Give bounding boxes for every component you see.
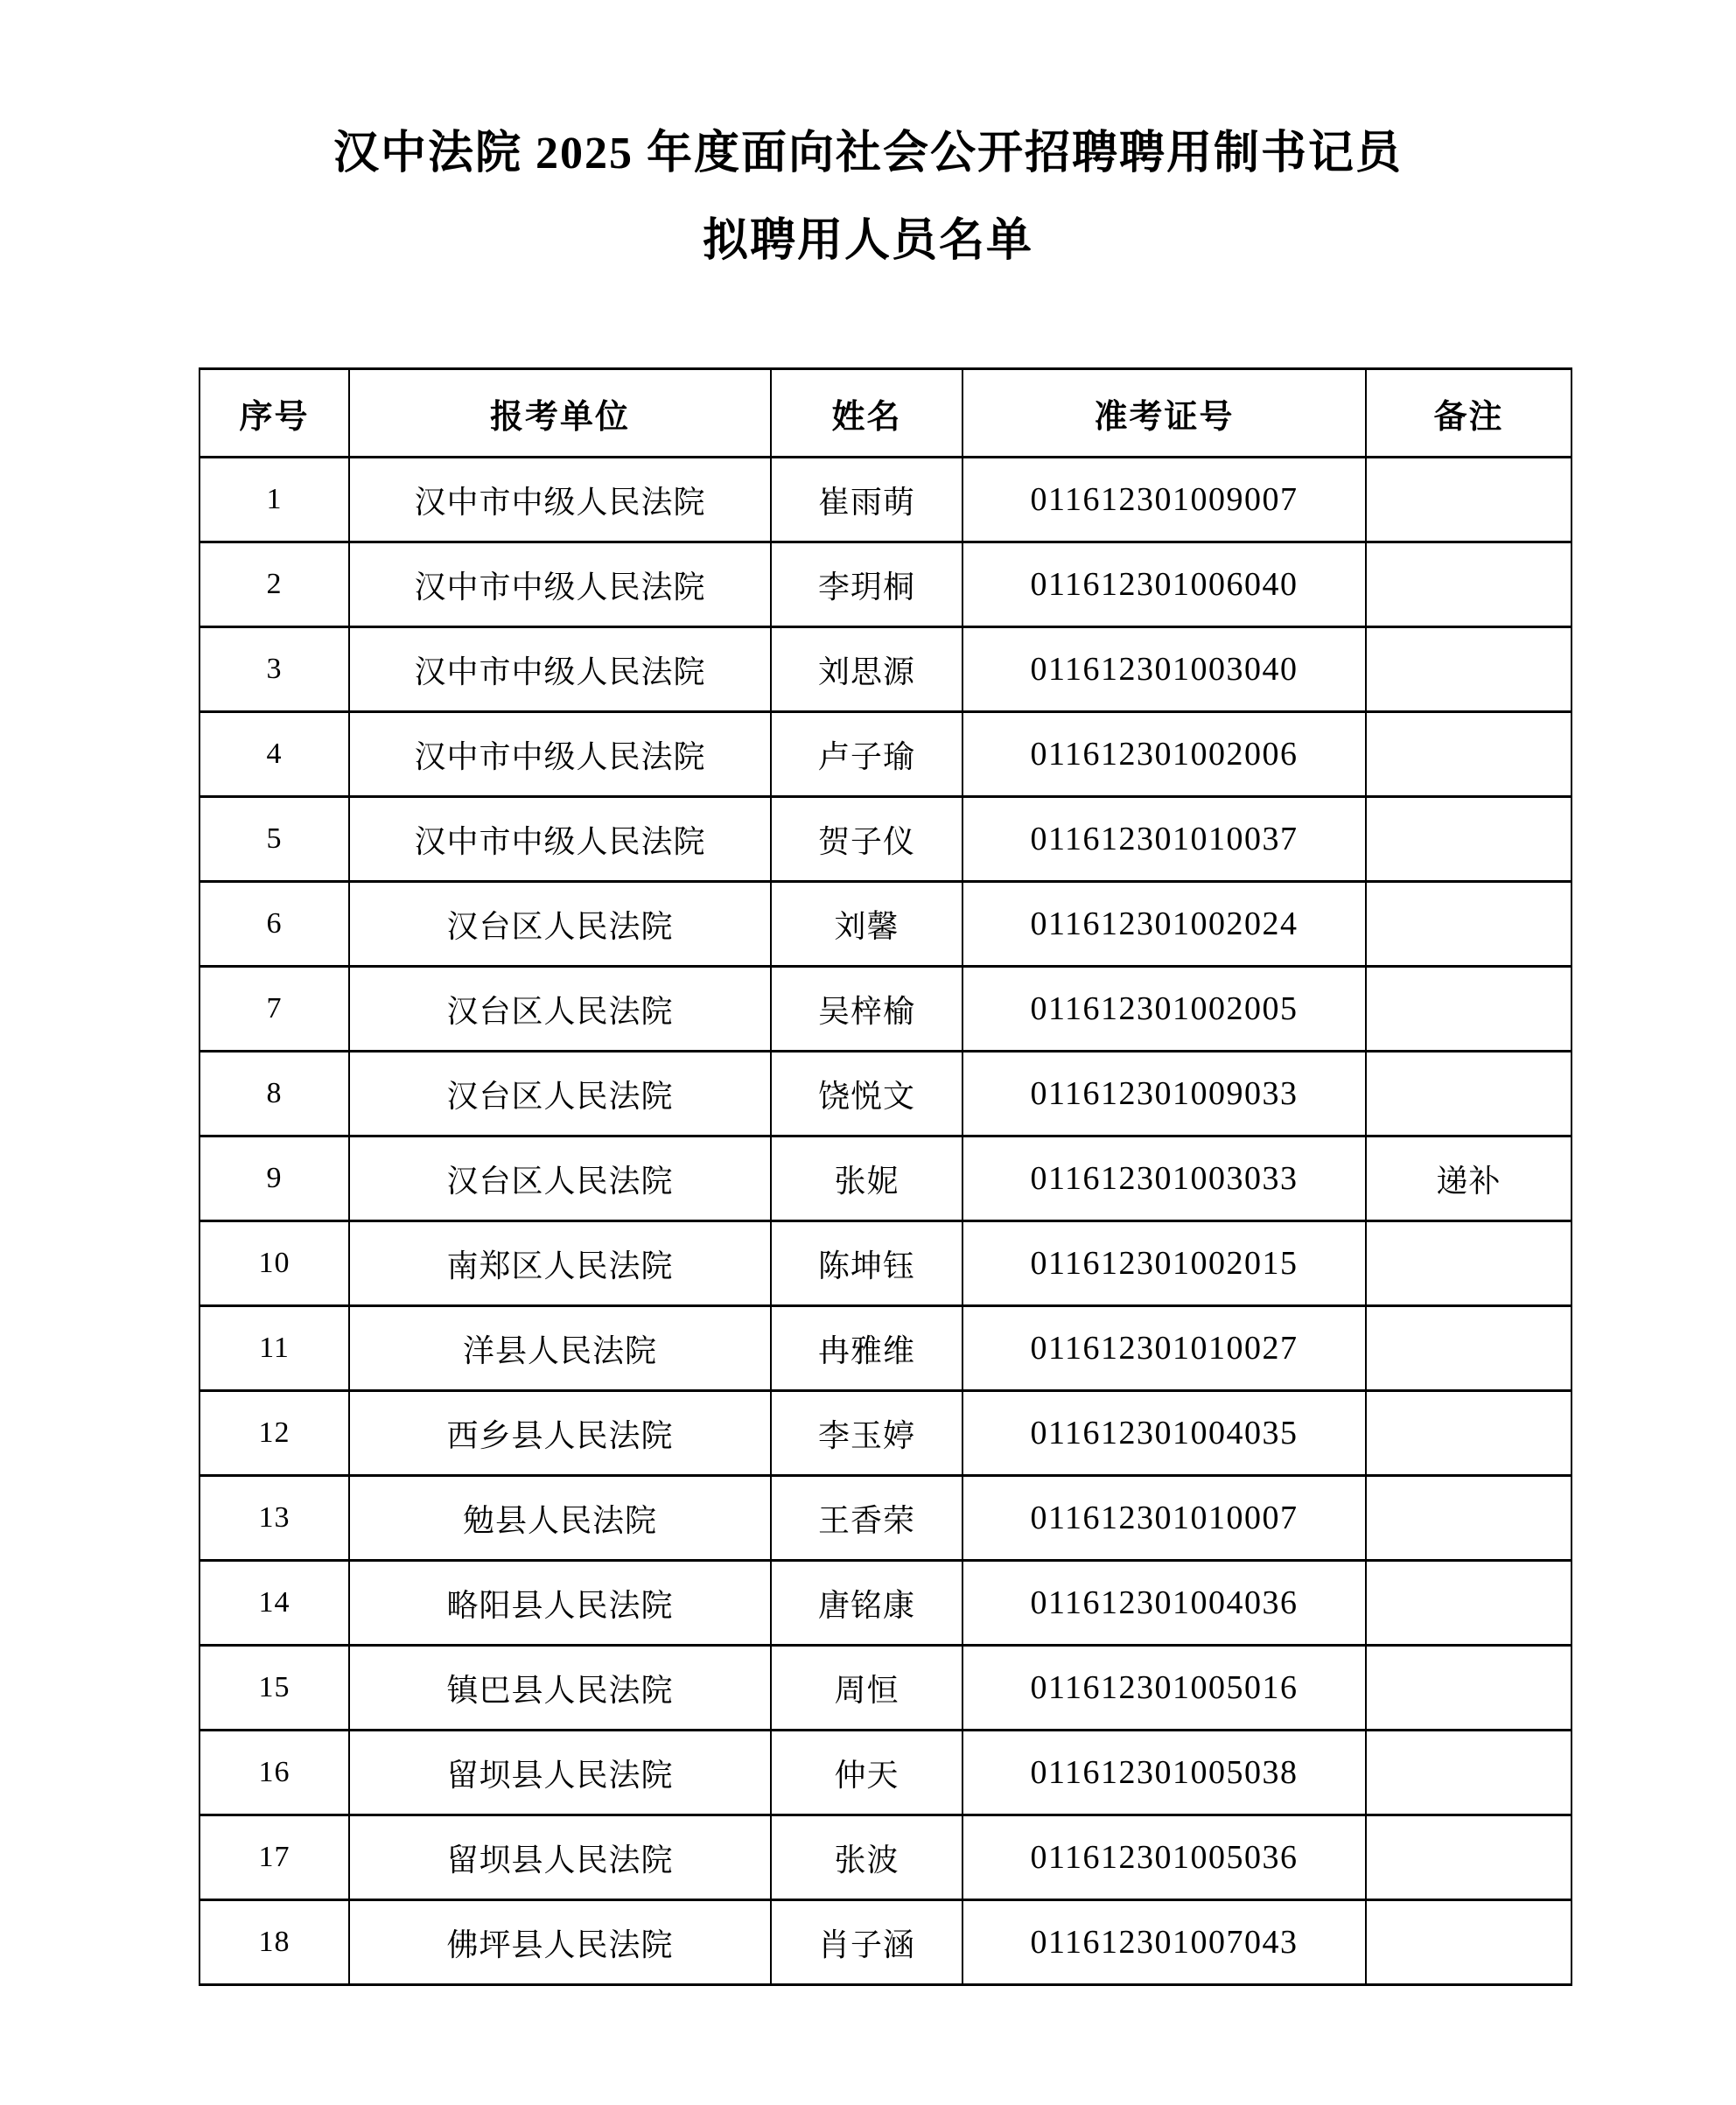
cell-remark [1366,627,1572,712]
column-header-unit: 报考单位 [349,369,771,458]
cell-row-number: 1 [200,458,349,542]
cell-row-number: 14 [200,1561,349,1646]
cell-unit: 留坝县人民法院 [349,1731,771,1815]
cell-row-number: 18 [200,1900,349,1985]
cell-ticket: 011612301002005 [962,967,1366,1052]
cell-remark [1366,712,1572,797]
cell-row-number: 15 [200,1646,349,1731]
table-row [200,1052,1572,1136]
table-row [200,1561,1572,1646]
cell-unit: 汉中市中级人民法院 [349,797,771,882]
cell-remark [1366,1391,1572,1476]
cell-ticket: 011612301004035 [962,1391,1366,1476]
column-header-name: 姓名 [771,369,962,458]
table-row [200,1815,1572,1900]
cell-remark [1366,967,1572,1052]
cell-row-number: 12 [200,1391,349,1476]
cell-ticket: 011612301002006 [962,712,1366,797]
cell-remark [1366,542,1572,627]
cell-name: 李玉婷 [771,1391,962,1476]
cell-row-number: 7 [200,967,349,1052]
cell-ticket: 011612301002015 [962,1221,1366,1306]
cell-remark [1366,1731,1572,1815]
roster-table [199,367,1572,1986]
cell-row-number: 13 [200,1476,349,1561]
cell-name: 卢子瑜 [771,712,962,797]
cell-unit: 略阳县人民法院 [349,1561,771,1646]
table-row [200,1646,1572,1731]
table-row [200,1900,1572,1985]
cell-row-number: 3 [200,627,349,712]
cell-remark: 递补 [1366,1136,1572,1221]
cell-ticket: 011612301006040 [962,542,1366,627]
cell-name: 吴梓榆 [771,967,962,1052]
cell-ticket: 011612301009033 [962,1052,1366,1136]
column-header-no: 序号 [200,369,349,458]
cell-name: 崔雨萌 [771,458,962,542]
cell-remark [1366,882,1572,967]
cell-name: 肖子涵 [771,1900,962,1985]
table-row [200,882,1572,967]
cell-name: 张波 [771,1815,962,1900]
table-row [200,797,1572,882]
cell-ticket: 011612301009007 [962,458,1366,542]
cell-name: 王香荣 [771,1476,962,1561]
cell-unit: 汉中市中级人民法院 [349,712,771,797]
cell-ticket: 011612301002024 [962,882,1366,967]
column-header-remark: 备注 [1366,369,1572,458]
cell-row-number: 8 [200,1052,349,1136]
cell-name: 刘思源 [771,627,962,712]
cell-remark [1366,1052,1572,1136]
page-title: 汉中法院 2025 年度面向社会公开招聘聘用制书记员 [332,129,1403,178]
cell-row-number: 17 [200,1815,349,1900]
cell-name: 仲天 [771,1731,962,1815]
cell-unit: 留坝县人民法院 [349,1815,771,1900]
table-row [200,1391,1572,1476]
cell-unit: 镇巴县人民法院 [349,1646,771,1731]
cell-name: 唐铭康 [771,1561,962,1646]
cell-row-number: 10 [200,1221,349,1306]
cell-name: 周恒 [771,1646,962,1731]
cell-row-number: 6 [200,882,349,967]
table-row [200,542,1572,627]
cell-remark [1366,1476,1572,1561]
cell-row-number: 4 [200,712,349,797]
cell-name: 刘馨 [771,882,962,967]
table-row [200,967,1572,1052]
cell-name: 陈坤钰 [771,1221,962,1306]
table-row [200,1306,1572,1391]
cell-name: 张妮 [771,1136,962,1221]
cell-name: 贺子仪 [771,797,962,882]
cell-ticket: 011612301010037 [962,797,1366,882]
cell-unit: 南郑区人民法院 [349,1221,771,1306]
cell-unit: 汉中市中级人民法院 [349,542,771,627]
cell-ticket: 011612301010027 [962,1306,1366,1391]
cell-unit: 汉台区人民法院 [349,882,771,967]
cell-remark [1366,1221,1572,1306]
cell-row-number: 2 [200,542,349,627]
table-row [200,1476,1572,1561]
cell-remark [1366,1306,1572,1391]
table-row [200,1221,1572,1306]
cell-unit: 佛坪县人民法院 [349,1900,771,1985]
cell-ticket: 011612301005038 [962,1731,1366,1815]
table-row [200,712,1572,797]
cell-ticket: 011612301005016 [962,1646,1366,1731]
cell-name: 李玥桐 [771,542,962,627]
table-row [200,1731,1572,1815]
cell-name: 饶悦文 [771,1052,962,1136]
cell-remark [1366,458,1572,542]
cell-row-number: 11 [200,1306,349,1391]
table-row [200,1136,1572,1221]
cell-ticket: 011612301007043 [962,1900,1366,1985]
table-row [200,458,1572,542]
page-subtitle: 拟聘用人员名单 [702,216,1033,266]
cell-unit: 汉台区人民法院 [349,967,771,1052]
cell-ticket: 011612301003033 [962,1136,1366,1221]
cell-unit: 西乡县人民法院 [349,1391,771,1476]
cell-unit: 汉台区人民法院 [349,1052,771,1136]
table-row [200,627,1572,712]
header-row [200,369,1572,458]
cell-row-number: 9 [200,1136,349,1221]
cell-remark [1366,797,1572,882]
cell-unit: 汉台区人民法院 [349,1136,771,1221]
cell-unit: 勉县人民法院 [349,1476,771,1561]
cell-ticket: 011612301004036 [962,1561,1366,1646]
cell-ticket: 011612301010007 [962,1476,1366,1561]
cell-row-number: 5 [200,797,349,882]
cell-remark [1366,1815,1572,1900]
cell-remark [1366,1561,1572,1646]
cell-remark [1366,1646,1572,1731]
cell-name: 冉雅维 [771,1306,962,1391]
roster-body [200,458,1572,1985]
cell-remark [1366,1900,1572,1985]
cell-ticket: 011612301003040 [962,627,1366,712]
cell-unit: 洋县人民法院 [349,1306,771,1391]
cell-unit: 汉中市中级人民法院 [349,458,771,542]
cell-unit: 汉中市中级人民法院 [349,627,771,712]
cell-row-number: 16 [200,1731,349,1815]
column-header-ticket: 准考证号 [962,369,1366,458]
cell-ticket: 011612301005036 [962,1815,1366,1900]
